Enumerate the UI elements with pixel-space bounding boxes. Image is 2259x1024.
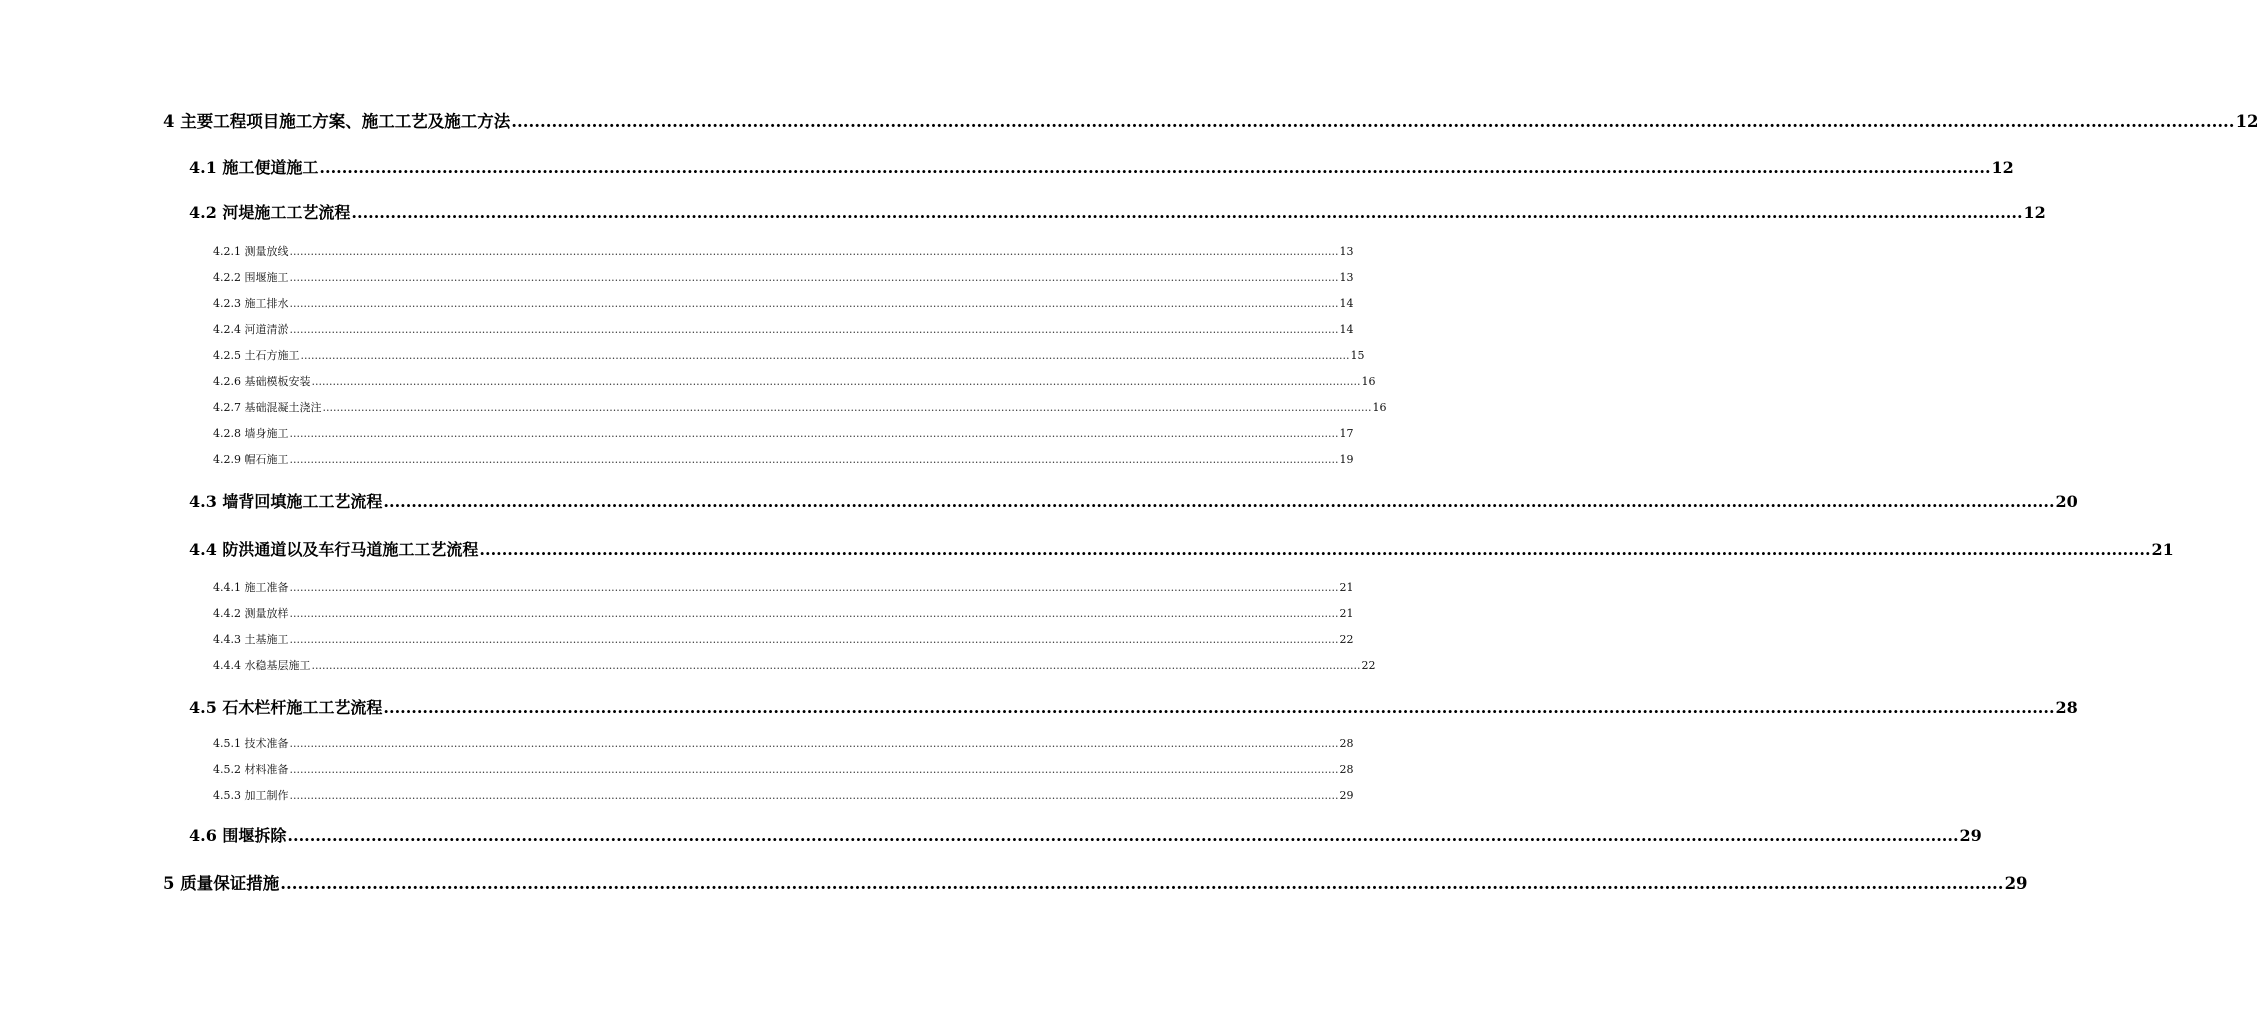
toc-entry-level-2[interactable] <box>189 155 2014 178</box>
toc-entry-level-3[interactable] <box>213 243 1354 259</box>
dot-leader: ............................................................................................................................................................................................................................................................................................................ <box>289 271 1339 284</box>
toc-entry-label: 4.2.8 墙身施工 <box>213 427 289 440</box>
toc-entry-page-number: 21 <box>1339 581 1354 594</box>
toc-entry-label: 4 主要工程项目施工方案、施工工艺及施工方法 <box>163 112 511 131</box>
dot-leader: ............................................................................................................................................................................................................................................................................................................ <box>322 401 1372 414</box>
toc-entry-page-number: 16 <box>1361 375 1376 388</box>
dot-leader: ............................................................................................................................................................................................................................................................................................................ <box>289 789 1339 802</box>
toc-entry-label: 4.4.4 水稳基层施工 <box>213 659 311 672</box>
toc-entry-page-number: 29 <box>2004 874 2028 893</box>
toc-entry-label: 4.6 围堰拆除 <box>189 826 287 845</box>
dot-leader: ............................................................................................................................................................................................................................................................................................................ <box>289 323 1339 336</box>
toc-entry-level-3[interactable] <box>213 631 1354 647</box>
toc-entry-page-number: 21 <box>1339 607 1354 620</box>
dot-leader: ............................................................................................................................................................................................................................................................................................................ <box>289 427 1339 440</box>
toc-entry-page-number: 28 <box>2055 698 2078 717</box>
toc-entry-page-number: 12 <box>2235 112 2259 131</box>
toc-entry-label: 4.5.3 加工制作 <box>213 789 289 802</box>
toc-entry-level-3[interactable] <box>213 605 1354 621</box>
toc-entry-page-number: 29 <box>1339 789 1354 802</box>
toc-entry-level-3[interactable] <box>213 373 1376 389</box>
toc-entry-page-number: 14 <box>1339 297 1354 310</box>
toc-entry-level-2[interactable] <box>189 489 2078 512</box>
toc-entry-page-number: 20 <box>2055 492 2078 511</box>
toc-entry-level-2[interactable] <box>189 537 2174 560</box>
toc-entry-page-number: 28 <box>1339 737 1354 750</box>
dot-leader: ............................................................................................................................................................................................................................................................................................................ <box>289 633 1339 646</box>
toc-entry-level-3[interactable] <box>213 657 1376 673</box>
toc-entry-label: 4.2.6 基础模板安装 <box>213 375 311 388</box>
toc-entry-page-number: 15 <box>1350 349 1365 362</box>
toc-entry-level-1[interactable] <box>163 870 2028 894</box>
toc-entry-page-number: 17 <box>1339 427 1354 440</box>
dot-leader: ............................................................................................................................................................................................................................................................................................................ <box>280 874 2004 893</box>
toc-entry-label: 4.2.9 帽石施工 <box>213 453 289 466</box>
dot-leader: ............................................................................................................................................................................................................................................................................................................ <box>289 245 1339 258</box>
toc-entry-level-3[interactable] <box>213 347 1365 363</box>
toc-entry-page-number: 19 <box>1339 453 1354 466</box>
toc-entry-label: 5 质量保证措施 <box>163 874 280 893</box>
toc-entry-label: 4.2.3 施工排水 <box>213 297 289 310</box>
toc-entry-level-3[interactable] <box>213 425 1354 441</box>
toc-entry-level-3[interactable] <box>213 735 1354 751</box>
dot-leader: ............................................................................................................................................................................................................................................................................................................ <box>311 659 1361 672</box>
toc-entry-label: 4.2.2 围堰施工 <box>213 271 289 284</box>
toc-entry-page-number: 12 <box>1991 158 2014 177</box>
toc-entry-level-3[interactable] <box>213 451 1354 467</box>
toc-entry-level-2[interactable] <box>189 823 1982 846</box>
toc-entry-level-3[interactable] <box>213 399 1387 415</box>
dot-leader: ............................................................................................................................................................................................................................................................................................................ <box>479 540 2151 559</box>
dot-leader: ............................................................................................................................................................................................................................................................................................................ <box>289 453 1339 466</box>
dot-leader: ............................................................................................................................................................................................................................................................................................................ <box>289 607 1339 620</box>
dot-leader: ............................................................................................................................................................................................................................................................................................................ <box>383 698 2055 717</box>
toc-entry-level-3[interactable] <box>213 321 1354 337</box>
toc-entry-level-3[interactable] <box>213 579 1354 595</box>
dot-leader: ............................................................................................................................................................................................................................................................................................................ <box>289 763 1339 776</box>
dot-leader: ............................................................................................................................................................................................................................................................................................................ <box>311 375 1361 388</box>
toc-entry-label: 4.2.5 土石方施工 <box>213 349 300 362</box>
toc-entry-page-number: 13 <box>1339 271 1354 284</box>
dot-leader: ............................................................................................................................................................................................................................................................................................................ <box>319 158 1991 177</box>
toc-entry-label: 4.2 河堤施工工艺流程 <box>189 203 351 222</box>
toc-entry-label: 4.1 施工便道施工 <box>189 158 319 177</box>
dot-leader: ............................................................................................................................................................................................................................................................................................................ <box>511 112 2235 131</box>
toc-entry-page-number: 22 <box>1361 659 1376 672</box>
toc-entry-label: 4.4.3 土基施工 <box>213 633 289 646</box>
toc-entry-label: 4.3 墙背回填施工工艺流程 <box>189 492 383 511</box>
toc-entry-page-number: 16 <box>1372 401 1387 414</box>
toc-entry-page-number: 13 <box>1339 245 1354 258</box>
dot-leader: ............................................................................................................................................................................................................................................................................................................ <box>287 826 1959 845</box>
toc-entry-level-2[interactable] <box>189 200 2046 223</box>
toc-entry-level-3[interactable] <box>213 761 1354 777</box>
toc-entry-level-3[interactable] <box>213 787 1354 803</box>
toc-entry-label: 4.5.2 材料准备 <box>213 763 289 776</box>
dot-leader: ............................................................................................................................................................................................................................................................................................................ <box>351 203 2023 222</box>
toc-entry-label: 4.5.1 技术准备 <box>213 737 289 750</box>
toc-entry-page-number: 28 <box>1339 763 1354 776</box>
toc-entry-label: 4.2.4 河道清淤 <box>213 323 289 336</box>
toc-entry-page-number: 12 <box>2023 203 2046 222</box>
toc-entry-page-number: 29 <box>1959 826 1982 845</box>
toc-entry-level-3[interactable] <box>213 269 1354 285</box>
toc-entry-level-1[interactable] <box>163 108 2259 132</box>
toc-entry-label: 4.5 石木栏杆施工工艺流程 <box>189 698 383 717</box>
toc-entry-page-number: 14 <box>1339 323 1354 336</box>
toc-entry-level-3[interactable] <box>213 295 1354 311</box>
dot-leader: ............................................................................................................................................................................................................................................................................................................ <box>289 581 1339 594</box>
toc-entry-label: 4.2.7 基础混凝土浇注 <box>213 401 322 414</box>
toc-entry-label: 4.4 防洪通道以及车行马道施工工艺流程 <box>189 540 479 559</box>
dot-leader: ............................................................................................................................................................................................................................................................................................................ <box>289 737 1339 750</box>
toc-entry-label: 4.4.1 施工准备 <box>213 581 289 594</box>
toc-entry-label: 4.4.2 测量放样 <box>213 607 289 620</box>
toc-entry-page-number: 21 <box>2151 540 2174 559</box>
dot-leader: ............................................................................................................................................................................................................................................................................................................ <box>289 297 1339 310</box>
toc-entry-page-number: 22 <box>1339 633 1354 646</box>
toc-entry-level-2[interactable] <box>189 695 2078 718</box>
dot-leader: ............................................................................................................................................................................................................................................................................................................ <box>300 349 1350 362</box>
toc-entry-label: 4.2.1 测量放线 <box>213 245 289 258</box>
dot-leader: ............................................................................................................................................................................................................................................................................................................ <box>383 492 2055 511</box>
